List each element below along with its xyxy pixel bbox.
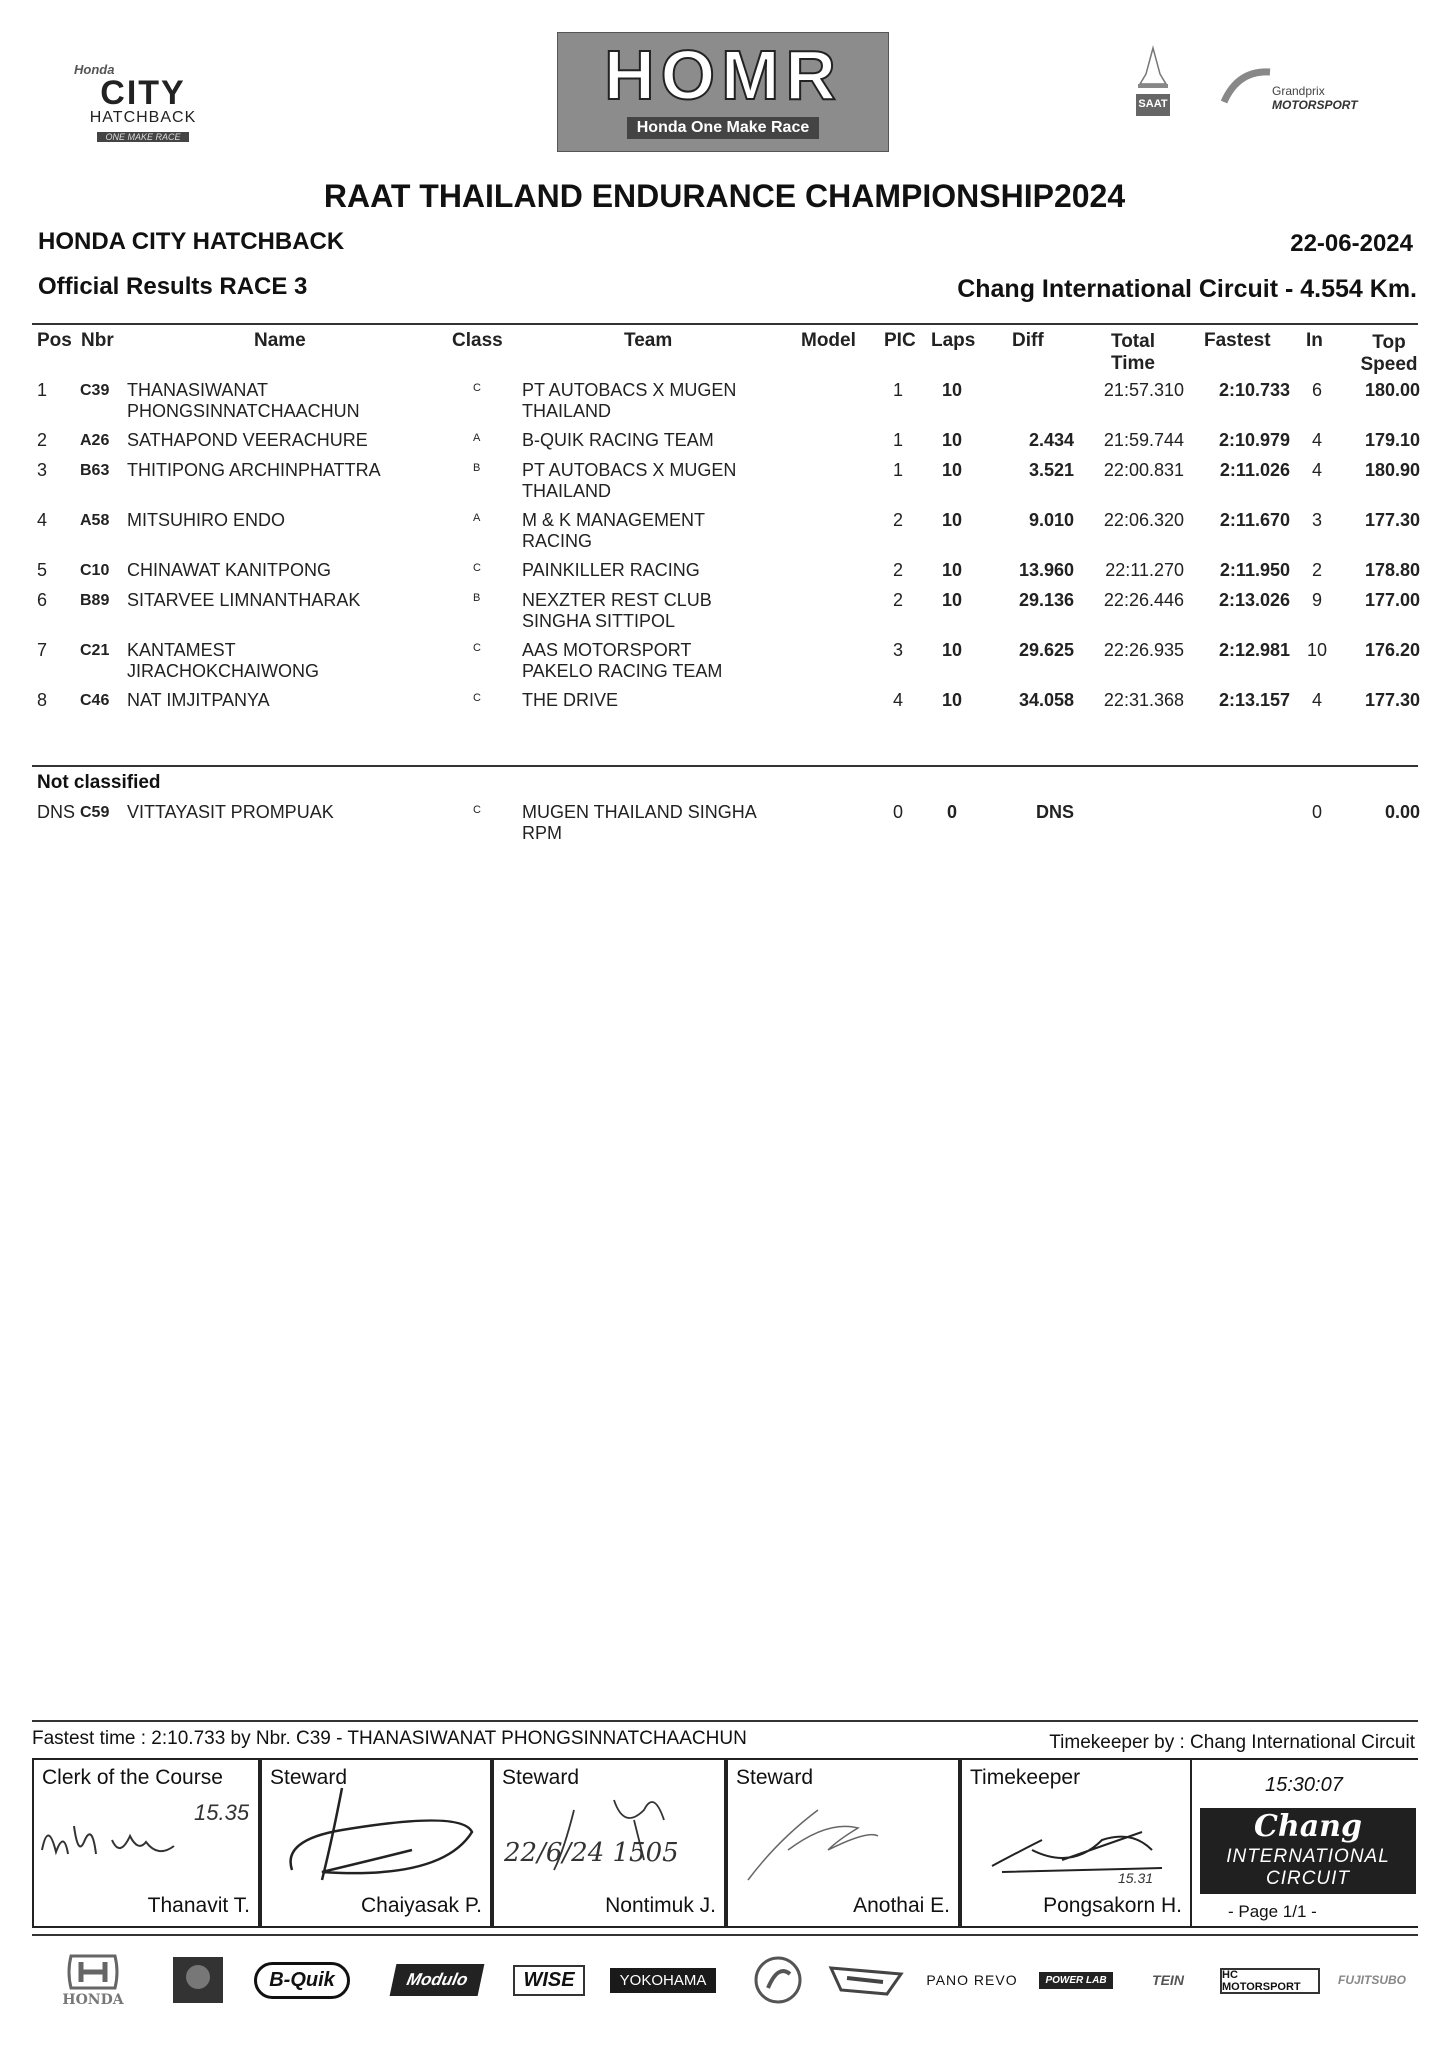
cell-pos: 5	[37, 560, 48, 580]
timekeeper-time-note: 15.31	[1118, 1870, 1154, 1886]
cell-pos: 6	[37, 590, 48, 610]
cell-name: SITARVEE LIMNANTHARAK	[127, 590, 361, 610]
cell-total: 21:59.744	[1103, 430, 1184, 450]
cell-pos: 4	[37, 510, 48, 530]
cell-pic: 2	[892, 510, 903, 530]
official-name: Chaiyasak P.	[360, 1894, 482, 1917]
cell-nbr: C39	[80, 382, 110, 399]
col-fastest: Fastest	[1204, 330, 1271, 351]
col-top-line1: Top	[1372, 332, 1406, 353]
cell-team: PT AUTOBACS X MUGEN	[522, 380, 737, 400]
cell-total: 22:06.320	[1103, 510, 1184, 530]
homr-word: HOMR	[604, 36, 842, 114]
power-lab-word: POWER LAB	[1039, 1972, 1112, 1989]
cell-in: 6	[1311, 380, 1322, 400]
modulo-logo	[382, 1948, 492, 2012]
cell-name: NAT IMJITPANYA	[127, 690, 270, 710]
cell-fastest: 2:11.026	[1219, 460, 1290, 480]
fujitsubo-logo: FUJITSUBO	[1337, 1973, 1406, 1987]
yokohama-word: YOKOHAMA	[610, 1968, 717, 1993]
cell-nbr: C21	[80, 642, 110, 659]
logo-strip: ONE MAKE RACE	[97, 132, 188, 142]
cell-total: 22:00.831	[1103, 460, 1184, 480]
cell-laps: 10	[941, 690, 963, 710]
cell-laps: 10	[941, 510, 963, 530]
homr-tagline: Honda One Make Race	[627, 117, 820, 139]
cell-team-line2: PAKELO RACING TEAM	[522, 661, 723, 681]
wise-word: WISE	[513, 1965, 584, 1996]
cell-speed: 179.10	[1364, 430, 1420, 450]
gp-line2: MOTORSPORT	[1272, 98, 1358, 112]
cell-diff: 34.058	[1018, 690, 1074, 710]
cell-laps: 10	[941, 560, 963, 580]
cell-team-line2: THAILAND	[522, 401, 612, 421]
championship-title: RAAT THAILAND ENDURANCE CHAMPIONSHIP2024	[323, 178, 1126, 214]
official-box-timekeeper	[960, 1758, 1192, 1928]
cell-pic: 2	[892, 560, 903, 580]
cell-cls: C	[473, 382, 481, 394]
not-classified-title: Not classified	[37, 772, 161, 793]
cell-pos: 1	[37, 380, 48, 400]
cell-nbr: A26	[80, 432, 110, 449]
cell-total: 22:31.368	[1103, 690, 1184, 710]
official-role: Steward	[502, 1766, 580, 1789]
cell-diff: 29.136	[1018, 590, 1074, 610]
timestamp: 15:30:07	[1265, 1774, 1343, 1796]
cell-diff: 2.434	[1028, 430, 1074, 450]
cell-fastest: 2:11.950	[1219, 560, 1290, 580]
cell-team: M & K MANAGEMENT	[522, 510, 706, 530]
singha-lion-icon	[170, 1948, 226, 2012]
cell-laps: 10	[941, 380, 963, 400]
cell-cls: C	[473, 562, 481, 574]
cell-speed: 180.90	[1364, 460, 1420, 480]
cell-team: MUGEN THAILAND SINGHA	[522, 802, 757, 822]
cell-team-line2: THAILAND	[522, 481, 612, 501]
cell-fastest: 2:12.981	[1218, 640, 1290, 660]
header-rule	[32, 323, 1418, 325]
col-top-line2: Speed	[1360, 354, 1418, 375]
cell-pic: 1	[892, 460, 903, 480]
cell-name: CHINAWAT KANITPONG	[127, 560, 332, 580]
cell-nbr: C59	[80, 804, 110, 821]
cell-in: 9	[1311, 590, 1322, 610]
cell-speed: 177.30	[1364, 690, 1420, 710]
cell-team: PT AUTOBACS X MUGEN	[522, 460, 737, 480]
cell-team: PAINKILLER RACING	[522, 560, 700, 580]
modulo-word: Modulo	[389, 1964, 484, 1996]
cell-in: 4	[1311, 460, 1322, 480]
cell-laps: 10	[941, 460, 963, 480]
cell-team: THE DRIVE	[522, 690, 619, 710]
cell-pos: 7	[37, 640, 48, 660]
official-role: Steward	[736, 1766, 814, 1789]
cell-cls: A	[473, 432, 481, 444]
col-pic: PIC	[884, 330, 916, 351]
col-total-line1: Total	[1111, 331, 1155, 352]
cell-diff: 3.521	[1028, 460, 1074, 480]
cell-total: 22:11.270	[1105, 560, 1184, 580]
col-total-line2: Time	[1110, 353, 1155, 374]
clerk-time-note: 15.35	[194, 1800, 250, 1825]
cell-in: 4	[1311, 690, 1322, 710]
b-quik-logo	[250, 1948, 354, 2012]
cell-fastest: 2:10.733	[1218, 380, 1290, 400]
timekeeper-by-line: Timekeeper by : Chang International Circuit	[1049, 1732, 1415, 1753]
cell-team-line2: RPM	[522, 823, 562, 843]
logo-hatchback-word: HATCHBACK	[89, 109, 197, 126]
cell-laps: 0	[946, 802, 957, 822]
cell-laps: 10	[941, 590, 963, 610]
cell-pic: 2	[892, 590, 903, 610]
signature-steward-1	[262, 1780, 492, 1900]
cell-diff: 13.960	[1018, 560, 1074, 580]
cell-cls: C	[473, 642, 481, 654]
cell-total: 22:26.446	[1103, 590, 1184, 610]
honda-h-icon	[65, 1952, 121, 1992]
cell-cls: C	[473, 804, 481, 816]
cell-name: MITSUHIRO ENDO	[127, 510, 286, 530]
official-role: Timekeeper	[970, 1766, 1081, 1789]
col-name: Name	[254, 330, 306, 351]
cell-nbr: C46	[80, 692, 110, 709]
cell-pos: 3	[37, 460, 48, 480]
cell-cls: C	[473, 692, 481, 704]
cell-team-line2: SINGHA SITTIPOL	[522, 611, 676, 631]
circuit-name: Chang International Circuit - 4.554 Km.	[957, 275, 1417, 303]
sponsor-rule	[32, 1934, 1418, 1936]
cell-nbr: B89	[80, 592, 110, 609]
page-number: - Page 1/1 -	[1228, 1902, 1317, 1921]
cell-in: 4	[1311, 430, 1322, 450]
col-nbr: Nbr	[81, 330, 114, 351]
honda-city-hatchback-logo	[68, 62, 218, 145]
official-box-steward-2	[492, 1758, 726, 1928]
category-title: HONDA CITY HATCHBACK	[38, 228, 345, 255]
tein-logo: TEIN	[1152, 1972, 1184, 1988]
official-box-clerk	[32, 1758, 260, 1928]
cell-team-line2: RACING	[522, 531, 593, 551]
cell-cls: B	[473, 592, 481, 604]
cell-in: 3	[1311, 510, 1322, 530]
honda-logo	[38, 1948, 148, 2012]
cell-speed: 176.20	[1364, 640, 1420, 660]
logo-city-word: CITY	[100, 74, 186, 112]
cell-nbr: C10	[80, 562, 110, 579]
cell-name: THITIPONG ARCHINPHATTRA	[127, 460, 381, 480]
official-box-steward-3	[726, 1758, 960, 1928]
race-date: 22-06-2024	[1290, 230, 1413, 257]
official-role: Steward	[270, 1766, 348, 1789]
cell-fastest: 2:11.670	[1219, 510, 1290, 530]
official-box-steward-1	[260, 1758, 492, 1928]
col-pos: Pos	[37, 330, 72, 351]
cell-fastest: 2:10.979	[1218, 430, 1290, 450]
cell-pic: 1	[892, 380, 903, 400]
b-quik-word: B-Quik	[254, 1962, 350, 1999]
col-top-speed	[1360, 332, 1418, 376]
fastest-time-line: Fastest time : 2:10.733 by Nbr. C39 - THANASIWANAT PHONGSINNATCHAACHUN	[32, 1728, 747, 1749]
hc-motorsport-logo: HC MOTORSPORT	[1220, 1968, 1320, 1994]
cell-diff: 9.010	[1028, 510, 1074, 530]
footer-rule	[32, 1720, 1418, 1722]
chang-line2: INTERNATIONAL	[1226, 1846, 1390, 1867]
gp-line1: Grandprix	[1272, 84, 1325, 98]
honda-word: HONDA	[62, 1992, 124, 2008]
cell-name-line2: PHONGSINNATCHAACHUN	[127, 401, 360, 421]
cell-diff: DNS	[1035, 802, 1074, 822]
col-team: Team	[624, 330, 673, 351]
cell-speed: 0.00	[1384, 802, 1420, 822]
racing-wing-icon	[826, 1948, 906, 2012]
cell-total: 22:26.935	[1103, 640, 1184, 660]
cell-pos: DNS	[37, 802, 76, 822]
signature-clerk	[34, 1780, 260, 1900]
cell-name-line2: JIRACHOKCHAIWONG	[127, 661, 320, 681]
official-role: Clerk of the Course	[42, 1766, 223, 1789]
wise-logo	[514, 1948, 584, 2012]
cell-total: 21:57.310	[1103, 380, 1184, 400]
official-name: Nontimuk J.	[605, 1894, 716, 1917]
col-total	[1100, 331, 1166, 375]
not-classified-rule	[32, 765, 1418, 767]
col-in: In	[1306, 330, 1323, 351]
cell-in: 0	[1311, 802, 1322, 822]
power-lab-logo	[1034, 1948, 1118, 2012]
homr-logo	[557, 32, 889, 152]
col-class: Class	[452, 330, 503, 351]
pt-emblem-icon	[748, 1948, 808, 2012]
cell-fastest: 2:13.157	[1218, 690, 1290, 710]
official-name: Pongsakorn H.	[1043, 1894, 1182, 1917]
cell-speed: 180.00	[1364, 380, 1420, 400]
signature-steward-3	[728, 1780, 960, 1900]
cell-pos: 8	[37, 690, 48, 710]
cell-in: 10	[1306, 640, 1328, 660]
cell-cls: B	[473, 462, 481, 474]
col-laps: Laps	[931, 330, 976, 351]
cell-speed: 177.30	[1364, 510, 1420, 530]
cell-pos: 2	[37, 430, 48, 450]
cell-fastest: 2:13.026	[1218, 590, 1290, 610]
cell-cls: A	[473, 512, 481, 524]
cell-laps: 10	[941, 640, 963, 660]
cell-speed: 178.80	[1364, 560, 1420, 580]
cell-nbr: A58	[80, 512, 110, 529]
cell-name: VITTAYASIT PROMPUAK	[127, 802, 334, 822]
col-model: Model	[801, 330, 856, 351]
cell-nbr: B63	[80, 462, 110, 479]
grandprix-motorsport-logo	[1218, 62, 1378, 122]
signature-timekeeper	[962, 1780, 1192, 1900]
cell-team: NEXZTER REST CLUB	[522, 590, 712, 610]
raat-emblem-icon	[1128, 44, 1178, 130]
results-title: Official Results RACE 3	[38, 273, 308, 300]
official-name: Thanavit T.	[147, 1894, 250, 1917]
cell-name: KANTAMEST	[127, 640, 236, 660]
steward-2-date-note: 22/6/24 1505	[504, 1838, 679, 1868]
cell-pic: 1	[892, 430, 903, 450]
logo-brand: Honda	[74, 62, 115, 77]
cell-laps: 10	[941, 430, 963, 450]
chang-circuit-logo	[1200, 1808, 1416, 1894]
cell-pic: 4	[892, 690, 903, 710]
cell-in: 2	[1311, 560, 1322, 580]
cell-name: SATHAPOND VEERACHURE	[127, 430, 368, 450]
pano-revo-logo: PANO REVO	[926, 1972, 1018, 1988]
cell-name: THANASIWANAT	[127, 380, 269, 400]
cell-pic: 0	[892, 802, 903, 822]
cell-team: AAS MOTORSPORT	[522, 640, 692, 660]
cell-pic: 3	[892, 640, 903, 660]
official-name: Anothai E.	[853, 1894, 950, 1917]
cell-speed: 177.00	[1364, 590, 1420, 610]
chang-line3: CIRCUIT	[1265, 1868, 1351, 1889]
cell-team: B-QUIK RACING TEAM	[522, 430, 714, 450]
yokohama-logo	[600, 1948, 726, 2012]
cell-diff: 29.625	[1018, 640, 1074, 660]
col-diff: Diff	[1012, 330, 1044, 351]
raat-label: SAAT	[1138, 98, 1168, 110]
chang-line1: Chang	[1254, 1809, 1362, 1844]
